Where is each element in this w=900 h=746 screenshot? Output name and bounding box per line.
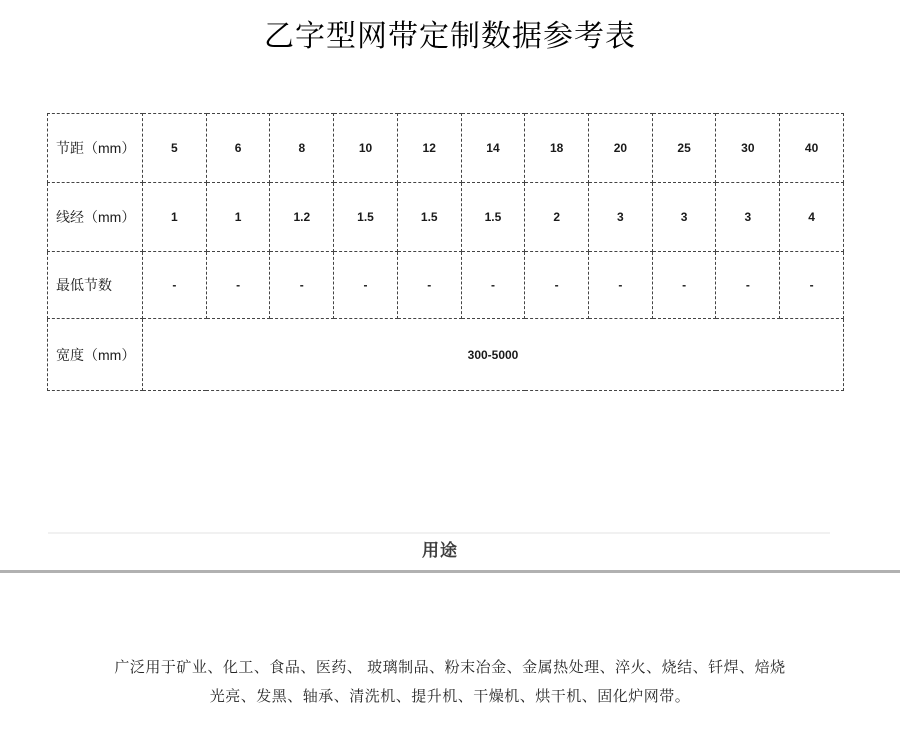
table-cell: - [206, 252, 270, 319]
table-cell: - [652, 252, 716, 319]
table-cell: 1 [143, 183, 207, 252]
table-row-width [48, 319, 844, 391]
table-cell: 25 [652, 114, 716, 183]
table-cell: 5 [143, 114, 207, 183]
row-label-width: 宽度（mm） [48, 319, 143, 391]
table-cell: 1.5 [397, 183, 461, 252]
table-cell: 40 [780, 114, 844, 183]
table-cell: 1.5 [461, 183, 525, 252]
table-cell: 2 [525, 183, 589, 252]
table-cell: 18 [525, 114, 589, 183]
divider-faint [48, 532, 830, 534]
table-cell: 3 [716, 183, 780, 252]
table-cell: 8 [270, 114, 334, 183]
table-cell: - [716, 252, 780, 319]
table-row-pitch [48, 114, 844, 183]
table-cell: 1 [206, 183, 270, 252]
table-cell: 3 [589, 183, 653, 252]
table-cell: 30 [716, 114, 780, 183]
table-cell: - [589, 252, 653, 319]
table-cell: - [397, 252, 461, 319]
table-cell: - [334, 252, 398, 319]
table-cell: 14 [461, 114, 525, 183]
page-title: 乙字型网带定制数据参考表 [264, 20, 636, 53]
usage-line-2: 光亮、发黑、轴承、清洗机、提升机、干燥机、烘干机、固化炉网带。 [209, 688, 691, 705]
table-cell: 3 [652, 183, 716, 252]
table-row-wire-diameter [48, 183, 844, 252]
table-cell: 20 [589, 114, 653, 183]
table-cell: 1.5 [334, 183, 398, 252]
usage-paragraph [0, 653, 900, 711]
table-cell: - [525, 252, 589, 319]
table-cell: - [143, 252, 207, 319]
table-row-min-pitch-count [48, 252, 844, 319]
table-cell: 6 [206, 114, 270, 183]
table-cell: - [270, 252, 334, 319]
divider-strong [0, 570, 900, 573]
table-cell: 10 [334, 114, 398, 183]
table-cell: - [780, 252, 844, 319]
table-cell: 12 [397, 114, 461, 183]
row-label-pitch: 节距（mm） [48, 114, 143, 183]
spec-table [47, 113, 844, 391]
usage-line-1: 广泛用于矿业、化工、食品、医药、 玻璃制品、粉末冶金、金属热处理、淬火、烧结、钎焊、焙烧 [114, 659, 786, 676]
table-cell: - [461, 252, 525, 319]
table-cell-width-range: 300-5000 [143, 319, 844, 391]
row-label-min-pitch-count: 最低节数 [48, 252, 143, 319]
row-label-wire-diameter: 线经（mm） [48, 183, 143, 252]
table-cell: 4 [780, 183, 844, 252]
usage-section-heading: 用途 [422, 541, 458, 560]
table-cell: 1.2 [270, 183, 334, 252]
